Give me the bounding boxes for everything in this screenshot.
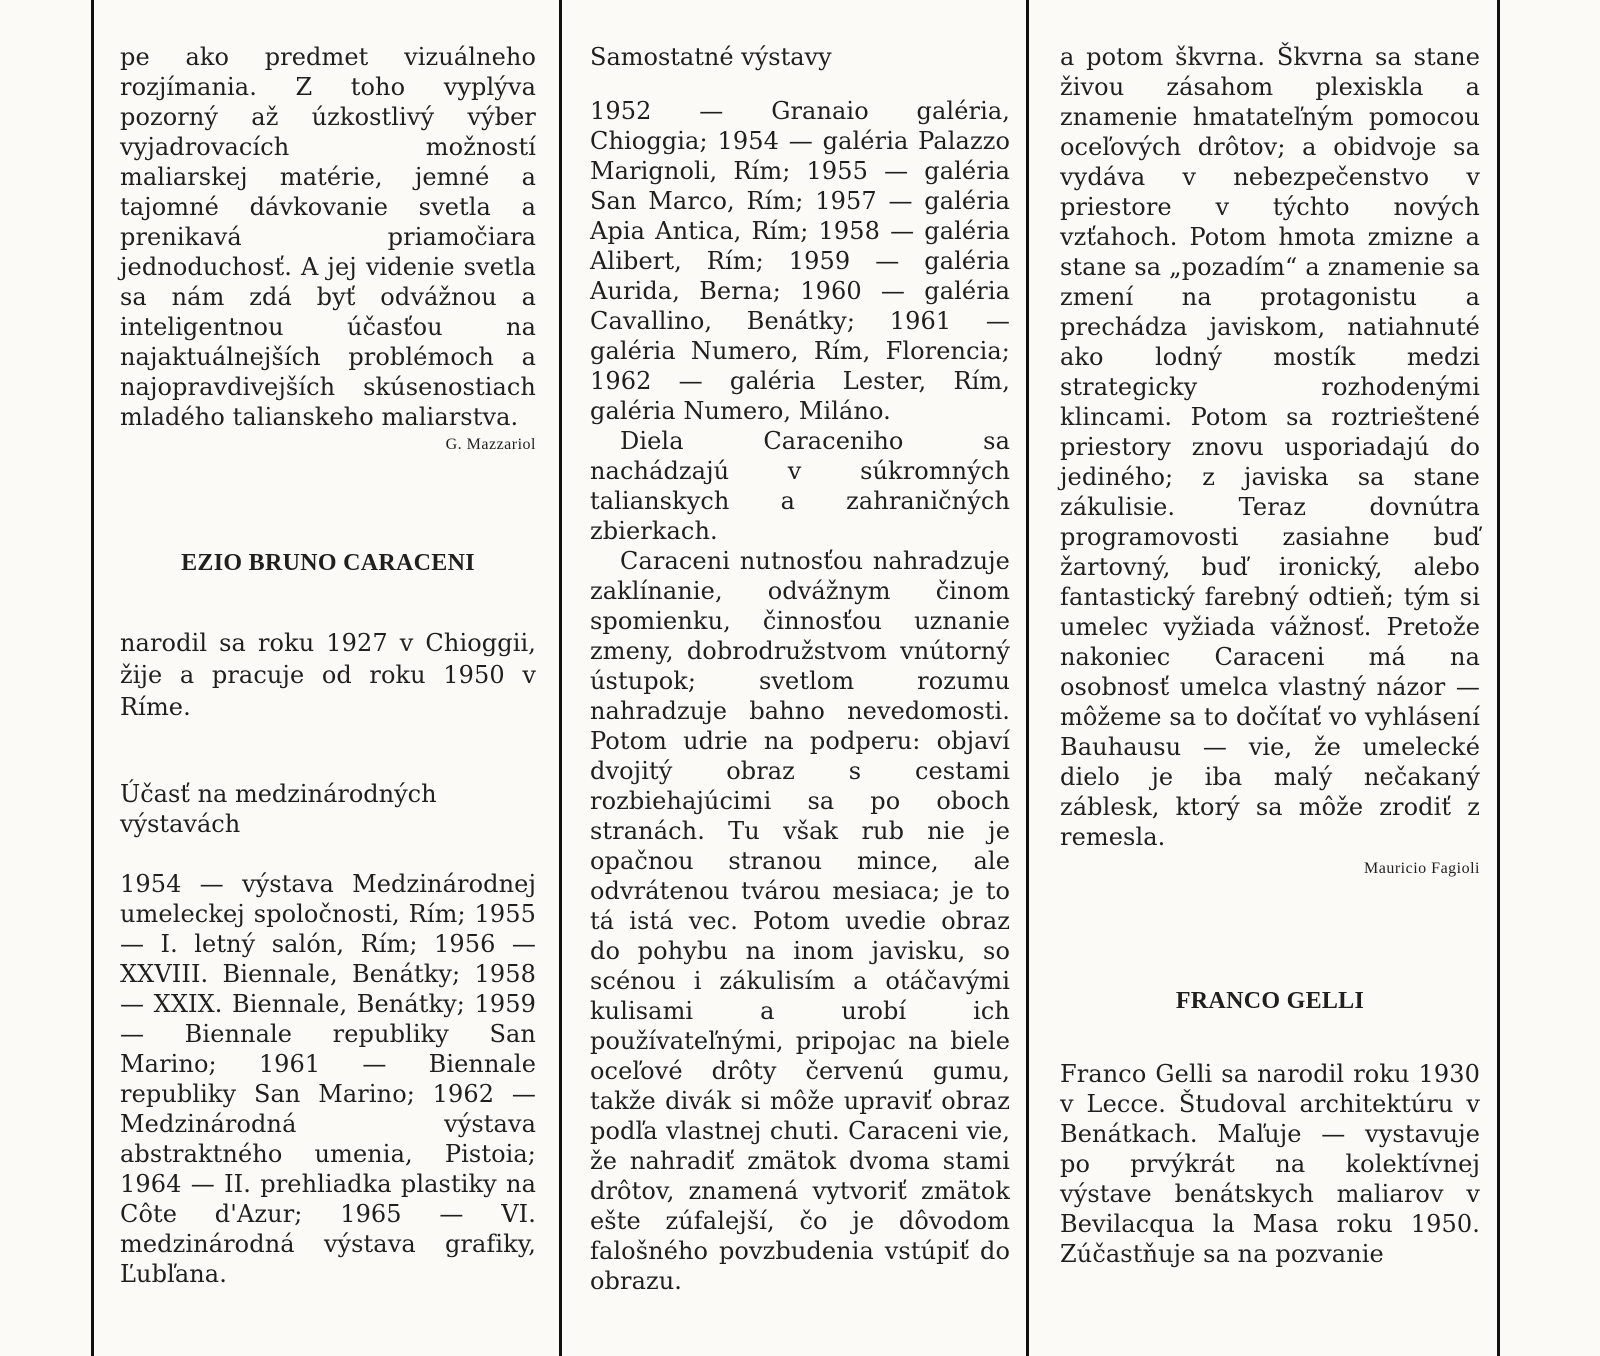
section-title-solo: Samostatné výstavy bbox=[590, 43, 832, 71]
solo-exhibitions: 1952 — Granaio galéria, Chioggia; 1954 — galéria Palazzo Marignoli, Rím; 1955 — galéria San Marco, Rím; 1957 — galéria Apia Antica, Rím; 1958 — galéria Alibert, Rím; 1959 — galéria Aurida, Berna; 1960 — galéria Cavallino, Benátky; 1961 — galéria Numero, Rím, Florencia; 1962 — galéria Lester, Rím, galéria Numero, Miláno. bbox=[590, 97, 1010, 425]
essay-paragraph: Caraceni nutnosťou nahradzuje zaklínanie, odvážnym činom spomienku, činnosťou uznanie zmeny, dobrodružstvom vnútorný ústupok; svetlom rozumu nahradzuje bahno nevedomosti. Potom udrie na podperu: objaví dvojitý obraz s cestami rozbiehajúcimi sa po oboch stranách. Tu však rub nie je opačnou stranou mince, ale odvrátenou tvárou mesiaca; je to tá istá vec. Potom uvedie obraz do pohybu na inom javisku, so scénou i zákulisím a otáčavými kulisami a urobí ich používateľnými, pripojac na biele oceľové drôty červenú gumu, takže divák si môže upraviť obraz podľa vlastnej chuti. Caraceni vie, že nahradiť zmätok dvoma stami drôtov, znamená vytvoriť zmätok ešte zúfalejší, čo je dôvodom falošného povzbudenia vstúpiť do obrazu. bbox=[590, 547, 1010, 1295]
caraceni-bio: narodil sa roku 1927 v Chioggii, žije a pracuje od roku 1950 v Ríme. bbox=[120, 629, 536, 721]
signature-mazzariol: G. Mazzariol bbox=[445, 436, 536, 453]
gelli-bio: Franco Gelli sa narodil roku 1930 v Lecce. Študoval architektúru v Benátkach. Maľuje — vystavuje po prvýkrát na kolektívnej výstave benátskych maliarov v Bevilacqua la Masa roku 1950. Zúčastňuje sa na pozvanie bbox=[1060, 1060, 1480, 1268]
artist-heading-gelli: FRANCO GELLI bbox=[1175, 988, 1365, 1014]
collections-paragraph: Diela Caraceniho sa nachádzajú v súkromných talianskych a zahraničných zbierkach. bbox=[590, 427, 1010, 545]
intro-paragraph: pe ako predmet vizuálneho rozjímania. Z toho vyplýva pozorný až úzkostlivý výber vyjadrovacích možností maliarskej matérie, jemné a tajomné dávkovanie svetla a prenikavá priamočiara jednoduchosť. A jej videnie svetla sa nám zdá byť odvážnou a inteligentnou účasťou na najaktuálnejších problémoch a najopravdivejších skúsenostiach mladého talianskeho maliarstva. bbox=[120, 43, 536, 431]
column-rule-middle-left bbox=[559, 0, 562, 1356]
column-rule-left bbox=[91, 0, 94, 1356]
column-2 bbox=[590, 42, 1010, 1296]
column-rule-middle-right bbox=[1026, 0, 1029, 1356]
column-1 bbox=[120, 42, 536, 1289]
column-rule-right bbox=[1497, 0, 1500, 1356]
section-title-international: Účasť na medzinárodných výstavách bbox=[120, 780, 437, 838]
international-exhibitions: 1954 — výstava Medzinárodnej umeleckej spoločnosti, Rím; 1955 — I. letný salón, Rím; 1956 — XXVIII. Biennale, Benátky; 1958 — XXIX. Biennale, Benátky; 1959 — Biennale republiky San Marino; 1961 — Biennale republiky San Marino; 1962 — Medzinárodná výstava abstraktného umenia, Pistoia; 1964 — II. prehliadka plastiky na Côte d'Azur; 1965 — VI. medzinárodná výstava grafiky, Ľubľana. bbox=[120, 870, 536, 1288]
signature-fagioli: Mauricio Fagioli bbox=[1364, 860, 1480, 877]
column-3 bbox=[1060, 42, 1480, 1269]
artist-heading-caraceni: EZIO BRUNO CARACENI bbox=[181, 550, 475, 576]
essay-continued: a potom škvrna. Škvrna sa stane živou zásahom plexiskla a znamenie hmatateľným pomocou oceľových drôtov; a obidvoje sa vydáva v nebezpečenstvo v priestore v týchto nových vzťahoch. Potom hmota zmizne a stane sa „pozadím“ a znamenie sa zmení na protagonistu a prechádza javiskom, natiahnuté ako lodný mostík medzi strategicky rozhodenými klincami. Potom sa roztrieštené priestory znovu usporiadajú do jediného; z javiska sa stane zákulisie. Teraz dovnútra programovosti zasiahne buď žartovný, buď ironický, alebo fantastický farebný odtieň; tým si umelec vyžiada vážnosť. Pretože nakoniec Caraceni má na osobnosť umelca vlastný názor — môžeme sa to dočítať vo vyhlásení Bauhausu — vie, že umelecké dielo je iba malý nečakaný záblesk, ktorý sa môže zrodiť z remesla. bbox=[1060, 43, 1480, 851]
